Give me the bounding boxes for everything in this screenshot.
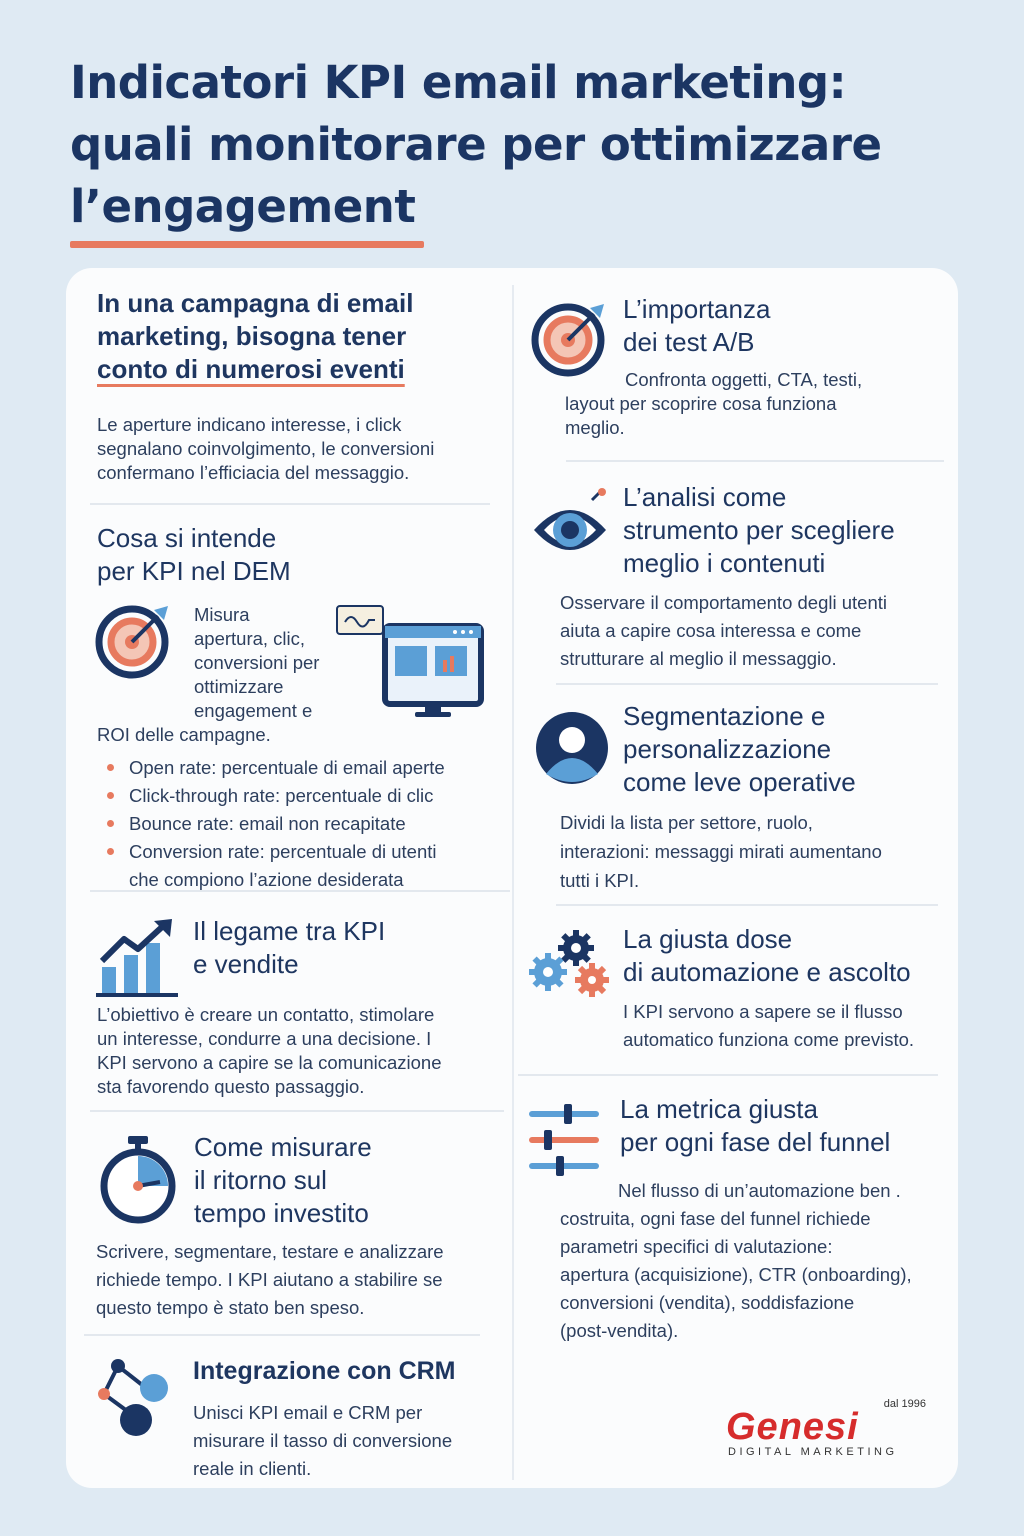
title-line: l’engagement bbox=[70, 180, 416, 233]
ab-heading: L’importanza dei test A/B bbox=[623, 294, 771, 357]
target-icon bbox=[530, 298, 610, 378]
section-divider bbox=[566, 460, 944, 462]
logo-since: dal 1996 bbox=[883, 1398, 926, 1410]
automation-heading: La giusta dose di automazione e ascolto bbox=[623, 924, 911, 987]
title-line: Indicatori KPI email marketing: bbox=[70, 56, 847, 109]
section-divider bbox=[90, 1110, 504, 1112]
section-divider bbox=[84, 1334, 480, 1336]
user-icon bbox=[534, 710, 610, 786]
column-divider bbox=[512, 285, 514, 1480]
list-item: che compiono l’azione desiderata bbox=[129, 869, 404, 890]
segment-text: Dividi la lista per settore, ruolo, interazioni: messaggi mirati aumentano tutti i KPI. bbox=[560, 812, 882, 891]
growth-chart-icon bbox=[94, 915, 180, 1001]
segment-heading: Segmentazione e personalizzazione come leve operative bbox=[623, 701, 856, 797]
roi-heading: Come misurare il ritorno sul tempo investito bbox=[194, 1132, 372, 1228]
page-title bbox=[70, 52, 970, 238]
automation-text: I KPI servono a sapere se il flusso automatico funziona come previsto. bbox=[623, 1001, 915, 1050]
eye-icon bbox=[530, 486, 610, 566]
list-item: Conversion rate: percentuale di utenti bbox=[103, 838, 445, 866]
target-icon bbox=[94, 600, 174, 680]
network-icon bbox=[96, 1356, 180, 1440]
computer-dashboard-icon bbox=[335, 600, 495, 720]
funnel-text: Nel flusso di un’automazione ben . costruita, ogni fase del funnel richiede parametri specifici di valutazione: apertura (acquisizione), CTR (onboarding), conversioni (vendita), soddisfazione (post-vendita). bbox=[560, 1180, 912, 1341]
kpi-heading: Cosa si intende per KPI nel DEM bbox=[97, 523, 291, 586]
genesi-logo bbox=[722, 1398, 942, 1464]
ab-text: Confronta oggetti, CTA, testi, layout per scoprire cosa funziona meglio. bbox=[565, 369, 863, 438]
kpi-text: Misura apertura, clic, conversioni per ottimizzare engagement e bbox=[194, 604, 320, 721]
list-item: Click-through rate: percentuale di clic bbox=[103, 782, 445, 810]
roi-text: Scrivere, segmentare, testare e analizzare richiede tempo. I KPI aiutano a stabilire se questo tempo è stato ben speso. bbox=[96, 1241, 444, 1318]
kpi-bullet-list bbox=[103, 754, 445, 894]
analysis-text: Osservare il comportamento degli utenti aiuta a capire cosa interessa e come strutturare al meglio il messaggio. bbox=[560, 592, 887, 669]
intro-heading: In una campagna di email marketing, bisogna tener conto di numerosi eventi bbox=[97, 288, 414, 384]
crm-heading: Integrazione con CRM bbox=[193, 1357, 456, 1385]
intro-text: Le aperture indicano interesse, i click segnalano coinvolgimento, le conversioni confermano l’efficiacia del messaggio. bbox=[97, 414, 435, 483]
sliders-icon bbox=[528, 1102, 602, 1178]
logo-name: Genesi bbox=[726, 1406, 859, 1448]
section-divider bbox=[90, 890, 510, 892]
stopwatch-icon bbox=[98, 1134, 178, 1226]
list-item: Bounce rate: email non recapitate bbox=[103, 810, 445, 838]
sales-heading: Il legame tra KPI e vendite bbox=[193, 916, 386, 979]
sales-text: L’obiettivo è creare un contatto, stimolare un interesse, condurre a una decisione. I KPI servono a capire se la comunicazione sta favorendo questo passaggio. bbox=[97, 1004, 442, 1097]
gears-icon bbox=[528, 928, 612, 1000]
title-line: quali monitorare per ottimizzare bbox=[70, 118, 882, 171]
analysis-heading: L’analisi come strumento per scegliere meglio i contenuti bbox=[623, 482, 895, 578]
kpi-text-last: ROI delle campagne. bbox=[97, 724, 271, 745]
list-item: Open rate: percentuale di email aperte bbox=[103, 754, 445, 782]
section-divider bbox=[90, 503, 490, 505]
section-divider bbox=[556, 683, 938, 685]
crm-text: Unisci KPI email e CRM per misurare il tasso di conversione reale in clienti. bbox=[193, 1402, 453, 1479]
section-divider bbox=[556, 904, 938, 906]
section-divider bbox=[518, 1074, 938, 1076]
funnel-heading: La metrica giusta per ogni fase del funnel bbox=[620, 1094, 891, 1157]
logo-tagline: DIGITAL MARKETING bbox=[728, 1446, 898, 1458]
title-underline bbox=[70, 241, 424, 248]
